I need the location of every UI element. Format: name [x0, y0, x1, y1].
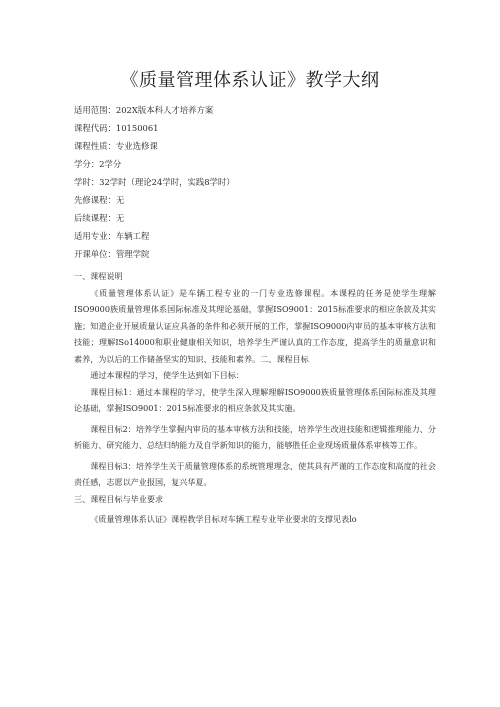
meta-prerequisite: 先修课程：无: [74, 195, 125, 205]
section3-heading: 三、课程目标与毕业要求: [74, 493, 164, 504]
meta-followup: 后续课程：无: [74, 213, 125, 223]
course-meta-list: [74, 101, 474, 263]
goal-1: 课程目标1：通过本课程的学习，使学生深入理解理解ISO9000族质量管理体系国际标准及其理论基础，掌握ISO9001：2015标准要求的相应条款及其实施。: [74, 386, 436, 413]
document-body: [74, 268, 436, 528]
section3-paragraph: 《质量管理体系认证》课程教学目标对车辆工程专业毕业要求的支撑见表lo: [90, 514, 357, 524]
section2-intro: 通过本课程的学习，使学生达到如下目标：: [90, 370, 244, 380]
meta-scope: 适用范围：202X版本科人才培养方案: [74, 105, 214, 115]
meta-credits: 学分：2学分: [74, 159, 122, 169]
meta-course-code: 课程代码：10150061: [74, 123, 159, 133]
meta-hours: 学时：32学时（理论24学时，实践8学时）: [74, 177, 235, 187]
meta-department: 开课单位：管理学院: [74, 249, 150, 259]
goal-3: 课程目标3：培养学生关于质量管理体系的系统管理理念，使其具有严谨的工作态度和高度的社会责任感，志愿以产业报国，复兴华夏。: [74, 460, 436, 487]
goal-2: 课程目标2：培养学生掌握内审员的基本审核方法和技能，培养学生改进技能和逻辑推理能力、分析能力、研究能力、总结归纳能力及自学新知识的能力，能够胜任企业现场质量体系审核等工作。: [74, 423, 436, 450]
section1-paragraph: 《质量管理体系认证》是车辆工程专业的一门专业选修课程。本课程的任务是使学生理解ISO9000族质量管理体系国际标准及其理论基础，掌握ISO9001：2015标准要求的相应条款及其实施；知道企业开展质量认证应具备的条件和必须开展的工作，掌握ISO9000内审员的基本审核方法和技能；理解ISo14000和职业健康相关知识，培养学生严谨认真的工作态度，提高学生的质量意识和素养，为以后的工作储备坚实的知识、技能和素养。二、课程目标: [74, 287, 436, 364]
document-title: 《质量管理体系认证》教学大纲: [120, 70, 380, 91]
section1-heading: 一、课程说明: [74, 271, 123, 281]
meta-course-nature: 课程性质：专业选修课: [74, 141, 158, 151]
meta-major: 适用专业：车辆工程: [74, 231, 150, 241]
